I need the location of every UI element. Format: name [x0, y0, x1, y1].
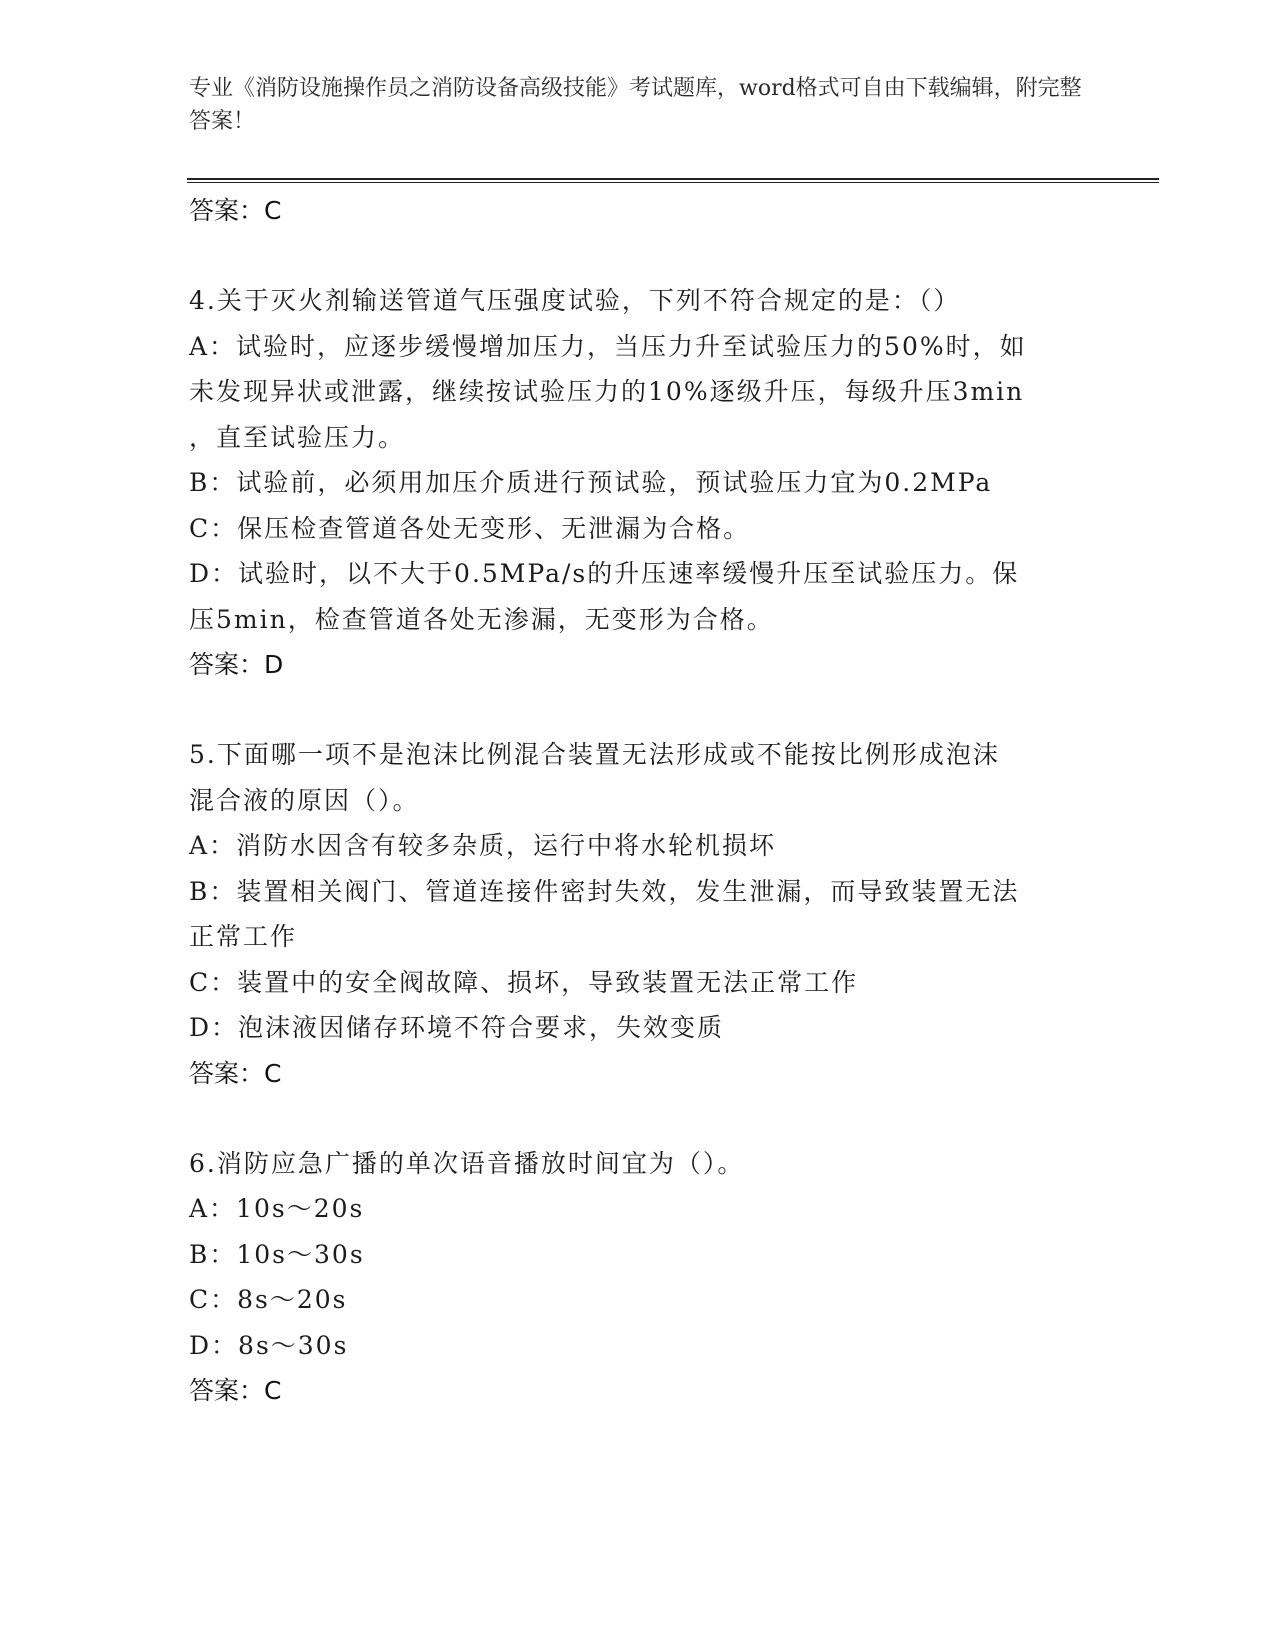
question-4-option-d-line-1: D：试验时，以不大于0.5MPa/s的升压速率缓慢升压至试验压力。保 [189, 559, 1020, 588]
question-5-option-d: D：泡沫液因储存环境不符合要求，失效变质 [189, 1013, 725, 1042]
document-content [189, 188, 1089, 1414]
question-4-option-a-line-1: A：试验时，应逐步缓慢增加压力，当压力升至试验压力的50%时，如 [189, 331, 1027, 361]
question-4-option-c: C：保压检查管道各处无变形、无泄漏为合格。 [189, 513, 751, 543]
document-header-title: 专业《消防设施操作员之消防设备高级技能》考试题库，word格式可自由下载编辑，附完整答案！ [189, 76, 1082, 134]
question-5 [189, 732, 1089, 1097]
question-5-option-c: C：装置中的安全阀故障、损坏，导致装置无法正常工作 [189, 967, 859, 997]
question-4-stem: 4.关于灭火剂输送管道气压强度试验，下列不符合规定的是：（） [189, 286, 961, 315]
question-4-answer: 答案：D [189, 650, 284, 679]
question-6-option-a: A：10s～20s [189, 1194, 365, 1223]
question-4-option-d-line-2: 压5min，检查管道各处无渗漏，无变形为合格。 [189, 604, 774, 634]
question-4-option-a-line-3: ，直至试验压力。 [189, 422, 406, 452]
question-5-answer: 答案：C [189, 1058, 282, 1088]
question-5-stem-line-2: 混合液的原因（）。 [189, 785, 420, 815]
header-divider [187, 178, 1159, 183]
question-4 [189, 278, 1089, 688]
question-4-option-a-line-2: 未发现异状或泄露，继续按试验压力的10%逐级升压，每级升压3min [189, 377, 1025, 406]
question-5-option-b-line-2: 正常工作 [189, 922, 298, 951]
question-6 [189, 1141, 1089, 1415]
question-6-stem: 6.消防应急广播的单次语音播放时间宜为（）。 [189, 1148, 745, 1178]
question-5-option-b-line-1: B：装置相关阀门、管道连接件密封失效，发生泄漏，而导致装置无法 [189, 876, 1020, 906]
question-4-option-b: B：试验前，必须用加压介质进行预试验，预试验压力宜为0.2MPa [189, 468, 993, 497]
question-5-stem-line-1: 5.下面哪一项不是泡沫比例混合装置无法形成或不能按比例形成泡沫 [189, 740, 1000, 769]
question-5-option-a: A：消防水因含有较多杂质，运行中将水轮机损坏 [189, 831, 777, 860]
previous-answer: 答案：C [189, 196, 282, 225]
question-6-option-c: C：8s～20s [189, 1285, 348, 1314]
question-6-option-b: B：10s～30s [189, 1239, 365, 1269]
question-6-option-d: D：8s～30s [189, 1330, 349, 1360]
question-6-answer: 答案：C [189, 1376, 282, 1405]
